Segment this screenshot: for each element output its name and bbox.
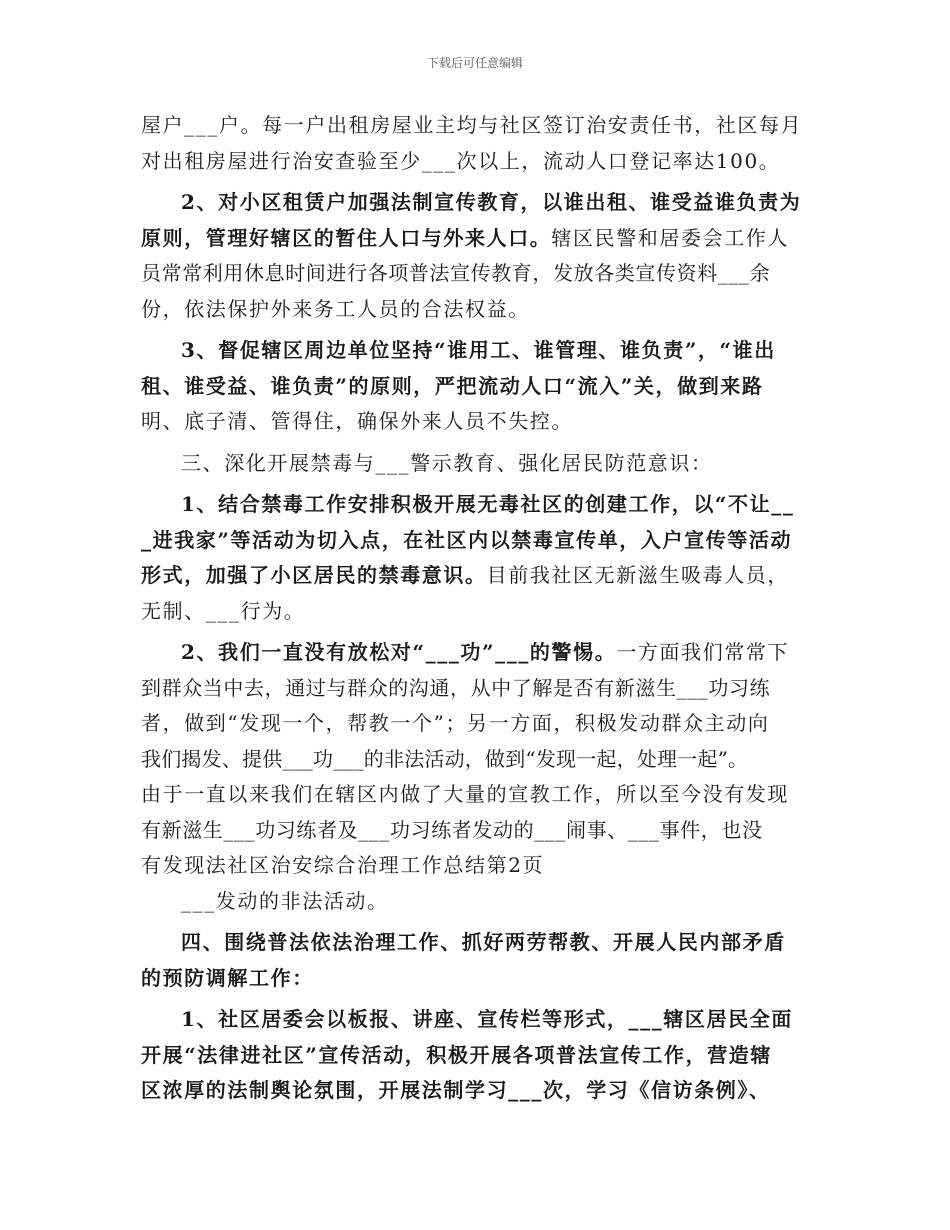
text-line: 由于一直以来我们在辖区内做了大量的宣教工作，所以至今没有发现 xyxy=(141,782,789,806)
text-line: 3、督促辖区周边单位坚持“谁用工、谁管理、谁负责”，“谁出 xyxy=(181,338,776,362)
text-line: 者，做到“发现一个，帮教一个”；另一方面，积极发动群众主动向 xyxy=(141,711,770,735)
text-line: 份，依法保护外来务工人员的合法权益。 xyxy=(141,296,530,321)
text-span: 辖区民警和居委会工作人 xyxy=(551,225,790,250)
text-span: 一方面我们常常下 xyxy=(616,640,790,664)
text-line xyxy=(141,221,821,257)
text-line: 我们揭发、提供___功___的非法活动，做到“发现一起，处理一起”。 xyxy=(141,746,749,771)
text-span-bold: 2、我们一直没有放松对“___功”___的警惕。 xyxy=(181,640,617,664)
text-line: 租、谁受益、谁负责”的原则，严把流动人口“流入”关，做到来路 xyxy=(141,373,764,398)
section-heading: 四、围绕普法依法治理工作、抓好两劳帮教、开展人民内部矛盾 xyxy=(181,930,786,954)
text-line: 区浓厚的法制舆论氛围，开展法制学习___次，学习《信访条例》、 xyxy=(141,1078,771,1102)
text-line: 员常常利用休息时间进行各项普法宣传教育，发放各类宣传资料___余 xyxy=(141,261,771,285)
text-line: _进我家”等活动为切入点，在社区内以禁毒宣传单，入户宣传等活动 xyxy=(141,527,793,552)
text-line: 有发现法社区治安综合治理工作总结第2页 xyxy=(141,853,545,877)
text-line: ___发动的非法活动。 xyxy=(181,888,389,913)
text-line xyxy=(141,635,821,671)
text-line xyxy=(141,558,821,594)
text-line: 有新滋生___功习练者及___功习练者发动的___闹事、___事件，也没 xyxy=(141,817,763,842)
text-line: 明、底子清、管得住，确保外来人员不失控。 xyxy=(141,409,573,433)
text-span-bold: 形式，加强了小区居民的禁毒意识。 xyxy=(141,563,487,587)
page-header-note: 下载后可任意编辑 xyxy=(426,56,523,70)
document-body xyxy=(141,108,821,1109)
text-line: 无制、___行为。 xyxy=(141,598,306,623)
text-line: 1、结合禁毒工作安排积极开展无毒社区的创建工作，以“不让__ xyxy=(181,492,795,516)
text-line: 1、社区居委会以板报、讲座、宣传栏等形式，___辖区居民全面 xyxy=(181,1007,793,1031)
section-heading: 的预防调解工作： xyxy=(141,965,314,990)
text-line: 开展“法律进社区”宣传活动，积极开展各项普法宣传工作，营造辖 xyxy=(141,1042,773,1067)
text-line: 对出租房屋进行治安查验至少___次以上，流动人口登记率达100。 xyxy=(141,148,781,173)
text-span: 目前我社区无新滋生吸毒人员， xyxy=(486,563,790,587)
text-line: 到群众当中去，通过与群众的沟通，从中了解是否有新滋生___功习练 xyxy=(141,675,771,700)
section-heading: 三、深化开展禁毒与___警示教育、强化居民防范意识： xyxy=(181,450,713,475)
text-line: 屋户___户。每一户出租房屋业主均与社区签订治安责任书，社区每月 xyxy=(141,113,803,137)
text-span-bold: 原则，管理好辖区的暂住人口与外来人口。 xyxy=(141,225,552,250)
text-line: 2、对小区租赁户加强法制宣传教育，以谁出租、谁受益谁负责为 xyxy=(181,190,802,214)
